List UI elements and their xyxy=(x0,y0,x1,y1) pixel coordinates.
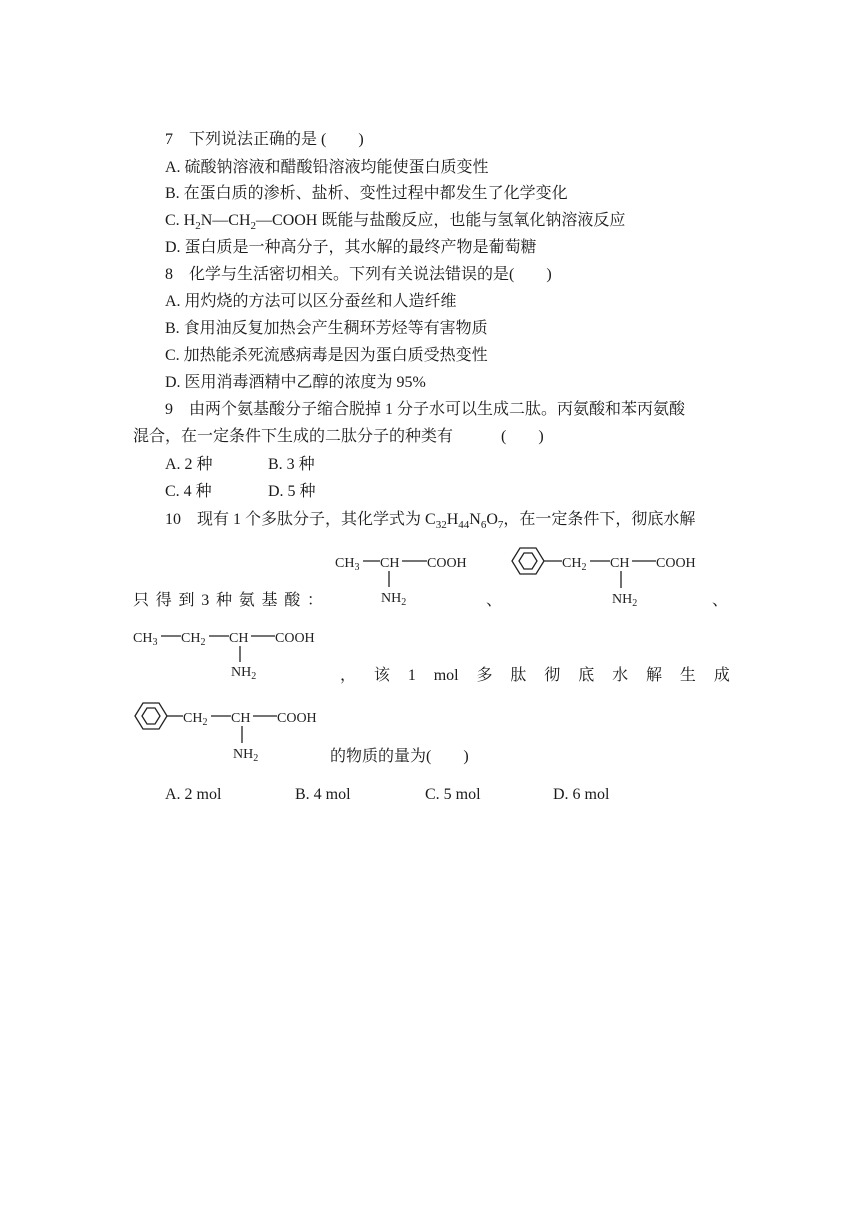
q8-option-a: A. 用灼烧的方法可以区分蚕丝和人造纤维 xyxy=(165,293,457,310)
svg-text:CH: CH xyxy=(231,711,251,726)
q9-option-b: B. 3 种 xyxy=(268,456,315,473)
svg-text:NH2: $NH_2$ xyxy=(612,592,638,608)
svg-text:COOH: COOH xyxy=(275,631,315,646)
q7-option-a: A. 硫酸钠溶液和醋酸铅溶液均能使蛋白质变性 xyxy=(165,159,489,176)
svg-text:NH2: $NH_2$ xyxy=(381,591,407,608)
alanine-structure xyxy=(333,550,483,608)
q7-option-b: B. 在蛋白质的渗析、盐析、变性过程中都发生了化学变化 xyxy=(165,185,568,202)
svg-text:CH2: $CH_2$ xyxy=(183,711,208,728)
svg-text:NH2: $NH_2$ xyxy=(233,747,259,763)
phenylalanine-structure-2 xyxy=(131,701,337,763)
q10-stem-line1: 10 现有 1 个多肽分子，其化学式为 $C_{32}H_{44}N_6O_7$，在一定条件下，彻底水解 xyxy=(165,511,696,532)
q8-option-c: C. 加热能杀死流感病毒是因为蛋白质受热变性 xyxy=(165,347,488,364)
q8-option-b: B. 食用油反复加热会产生稠环芳烃等有害物质 xyxy=(165,320,488,337)
q7-option-d: D. 蛋白质是一种高分子，其水解的最终产物是葡萄糖 xyxy=(165,239,537,256)
q8-stem: 8 化学与生活密切相关。下列有关说法错误的是( ) xyxy=(165,266,552,283)
svg-text:CH2: $CH_2$ xyxy=(562,556,587,573)
q10-option-c: C. 5 mol xyxy=(425,786,481,803)
q7-stem: 7 下列说法正确的是 ( ) xyxy=(165,131,364,148)
separator-1: 、 xyxy=(486,592,503,609)
q9-option-a: A. 2 种 xyxy=(165,456,213,473)
q10-stem-tail: 的物质的量为( ) xyxy=(330,748,469,765)
q10-option-a: A. 2 mol xyxy=(165,786,222,803)
svg-text:COOH: COOH xyxy=(656,556,696,571)
aminobutanoic-acid-structure xyxy=(131,624,331,682)
svg-text:CH: CH xyxy=(229,631,249,646)
svg-text:COOH: COOH xyxy=(277,711,317,726)
q10-line2: 只 得 到 3 种 氨 基 酸 ： xyxy=(133,592,323,609)
svg-text:COOH: COOH xyxy=(427,556,467,571)
q10-option-b: B. 4 mol xyxy=(295,786,351,803)
q9-stem-line2: 混合，在一定条件下生成的二肽分子的种类有 ( ) xyxy=(133,428,544,445)
q9-option-c: C. 4 种 xyxy=(165,483,212,500)
q9-option-d: D. 5 种 xyxy=(268,483,316,500)
separator-2: 、 xyxy=(712,592,729,609)
q7-option-c: C. $H_2N—CH_2—COOH$ 既能与盐酸反应，也能与氢氧化钠溶液反应 xyxy=(165,212,626,233)
svg-text:CH3: $CH_3$ xyxy=(335,556,360,573)
phenylalanine-structure-1 xyxy=(508,546,714,608)
q10-line3: ， 该 1 mol 多 肽 彻 底 水 解 生 成 xyxy=(340,667,730,684)
svg-text:CH3: $CH_3$ xyxy=(133,631,158,648)
q10-option-d: D. 6 mol xyxy=(553,786,610,803)
svg-text:CH2: $CH_2$ xyxy=(181,631,206,648)
q9-stem-line1: 9 由两个氨基酸分子缩合脱掉 1 分子水可以生成二肽。丙氨酸和苯丙氨酸 xyxy=(165,401,686,418)
svg-text:CH: CH xyxy=(380,556,400,571)
svg-text:NH2: $NH_2$ xyxy=(231,665,257,682)
svg-text:CH: CH xyxy=(610,556,630,571)
q8-option-d: D. 医用消毒酒精中乙醇的浓度为 95% xyxy=(165,374,426,391)
